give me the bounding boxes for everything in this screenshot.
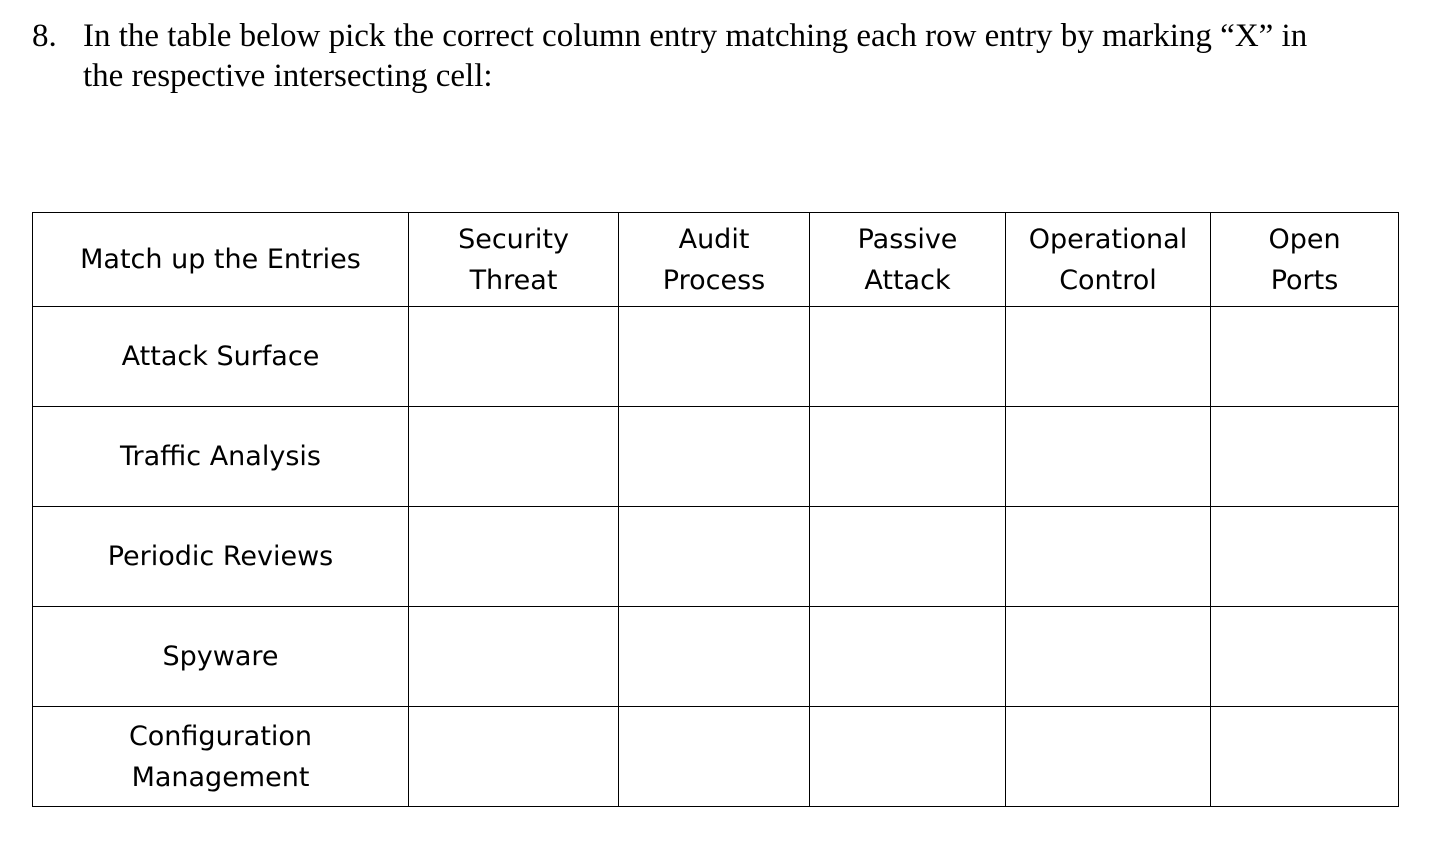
row-header-configuration-management: Configuration Management — [33, 707, 409, 807]
answer-cell[interactable] — [1211, 407, 1399, 507]
answer-cell[interactable] — [810, 307, 1006, 407]
table-row — [33, 507, 1399, 607]
corner-header-cell: Match up the Entries — [33, 213, 409, 307]
column-header-security-threat: Security Threat — [409, 213, 619, 307]
answer-cell[interactable] — [409, 707, 619, 807]
question-line: the respective intersecting cell: — [83, 58, 493, 94]
answer-cell[interactable] — [619, 707, 810, 807]
row-header-traffic-analysis: Traffic Analysis — [33, 407, 409, 507]
question-block — [32, 16, 1432, 96]
answer-cell[interactable] — [619, 307, 810, 407]
column-header-passive-attack: Passive Attack — [810, 213, 1006, 307]
table-row — [33, 307, 1399, 407]
answer-cell[interactable] — [619, 407, 810, 507]
answer-cell[interactable] — [619, 607, 810, 707]
row-header-spyware: Spyware — [33, 607, 409, 707]
column-header-audit-process: Audit Process — [619, 213, 810, 307]
question-line: In the table below pick the correct column entry matching each row entry by marking “X” in — [83, 18, 1308, 54]
answer-cell[interactable] — [810, 607, 1006, 707]
answer-cell[interactable] — [1211, 607, 1399, 707]
answer-cell[interactable] — [409, 407, 619, 507]
answer-cell[interactable] — [409, 307, 619, 407]
answer-cell[interactable] — [1211, 707, 1399, 807]
answer-cell[interactable] — [1211, 507, 1399, 607]
matching-table — [32, 212, 1399, 807]
answer-cell[interactable] — [810, 707, 1006, 807]
answer-cell[interactable] — [810, 407, 1006, 507]
table-row — [33, 707, 1399, 807]
table-row — [33, 607, 1399, 707]
question-number: 8. — [32, 18, 57, 54]
answer-cell[interactable] — [409, 607, 619, 707]
column-header-operational-control: Operational Control — [1006, 213, 1211, 307]
table-row — [33, 407, 1399, 507]
header-row — [33, 213, 1399, 307]
question-text — [83, 16, 1432, 96]
column-header-open-ports: Open Ports — [1211, 213, 1399, 307]
answer-cell[interactable] — [810, 507, 1006, 607]
answer-cell[interactable] — [409, 507, 619, 607]
answer-cell[interactable] — [1006, 607, 1211, 707]
answer-cell[interactable] — [619, 507, 810, 607]
answer-cell[interactable] — [1211, 307, 1399, 407]
row-header-periodic-reviews: Periodic Reviews — [33, 507, 409, 607]
row-header-attack-surface: Attack Surface — [33, 307, 409, 407]
answer-cell[interactable] — [1006, 707, 1211, 807]
answer-cell[interactable] — [1006, 407, 1211, 507]
answer-cell[interactable] — [1006, 507, 1211, 607]
answer-cell[interactable] — [1006, 307, 1211, 407]
